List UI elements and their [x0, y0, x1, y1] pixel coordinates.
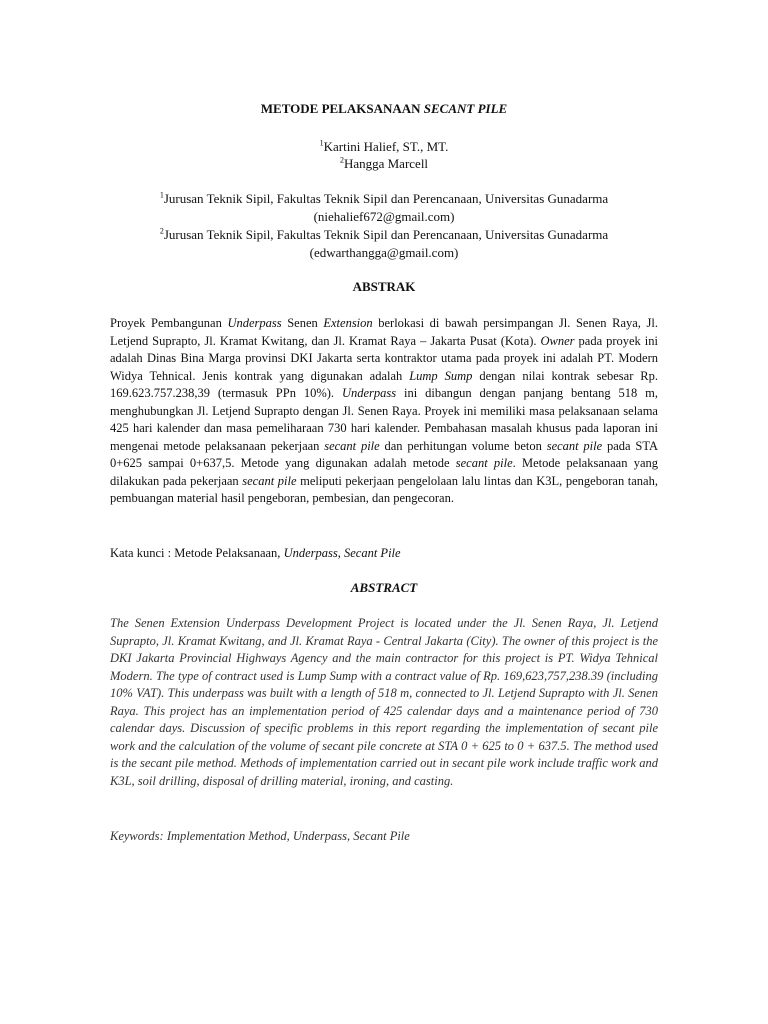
abstrak-heading: ABSTRAK	[352, 279, 416, 294]
author-2: $^2$Hangga Marcell	[339, 155, 429, 171]
affiliation-2-email: (edwarthangga@gmail.com)	[309, 245, 459, 260]
author-1: $^1$Kartini Halief, ST., MT.	[319, 138, 449, 154]
abstract-heading: ABSTRACT	[350, 580, 418, 595]
affiliation-1-email: (niehalief672@gmail.com)	[313, 209, 455, 224]
paper-title: METODE PELAKSANAAN SECANT PILE	[260, 101, 508, 116]
kata-kunci: Kata kunci : Metode Pelaksanaan, Underpass, Secant Pile	[110, 546, 401, 560]
affiliation-1: $^1$Jurusan Teknik Sipil, Fakultas Teknik Sipil dan Perencanaan, Universitas Gunadarma	[159, 190, 609, 206]
affiliation-2: $^2$Jurusan Teknik Sipil, Fakultas Teknik Sipil dan Perencanaan, Universitas Gunadarma	[159, 226, 609, 242]
abstract-paragraph: The Senen Extension Underpass Development Project is located under the Jl. Senen Raya, Jl. Letjend Suprapto, Jl. Kramat Kwitang, and Jl. Kramat Raya - Central Jakarta (City). The owner of this project is the DKI Jakarta Provincial Highways Agency and the main contractor for this project is PT. Widya Tehnical Modern. The type of contract used is Lump Sump with a contract value of Rp. 169,623,757,238.39 (including 10% VAT). This underpass was built with a length of 518 m, connected to Jl. Letjend Suprapto with Jl. Senen Raya. This project has an implementation period of 425 calendar days and a maintenance period of 730 calendar days. Discussion of specific problems in this report regarding the implementation of secant pile work and the calculation of the volume of secant pile concrete at STA 0 + 625 to 0 + 637.5. The method used is the secant pile method. Methods of implementation carried out in secant pile work include traffic work and K3L, soil drilling, disposal of drilling material, ironing, and casting.	[110, 616, 658, 788]
abstrak-paragraph: Proyek Pembangunan Underpass Senen Extension berlokasi di bawah persimpangan Jl. Senen Raya, Jl. Letjend Suprapto, Jl. Kramat Kwitang, dan Jl. Kramat Raya – Jakarta Pusat (Kota). Owner pada proyek ini adalah Dinas Bina Marga provinsi DKI Jakarta serta kontraktor utama pada proyek ini adalah PT. Modern Widya Tehnical. Jenis kontrak yang digunakan adalah Lump Sump dengan nilai kontrak sebesar Rp. 169.623.757.238,39 (termasuk PPn 10%). Underpass ini dibangun dengan panjang bentang 518 m, menghubungkan Jl. Letjend Suprapto dengan Jl. Senen Raya. Proyek ini memiliki masa pelaksanaan selama 425 hari kalender dan masa pemeliharaan 730 hari kalender. Pembahasan masalah khusus pada laporan ini mengenai metode pelaksanaan pekerjaan secant pile dan perhitungan volume beton secant pile pada STA 0+625 sampai 0+637,5. Metode yang digunakan adalah metode secant pile. Metode pelaksanaan yang dilakukan pada pekerjaan secant pile meliputi pekerjaan pengelolaan lalu lintas dan K3L, pengeboran tanah, pembuangan material hasil pengeboran, pembesian, dan pengecoran.	[110, 316, 659, 505]
keywords: Keywords: Implementation Method, Underpass, Secant Pile	[110, 829, 410, 843]
